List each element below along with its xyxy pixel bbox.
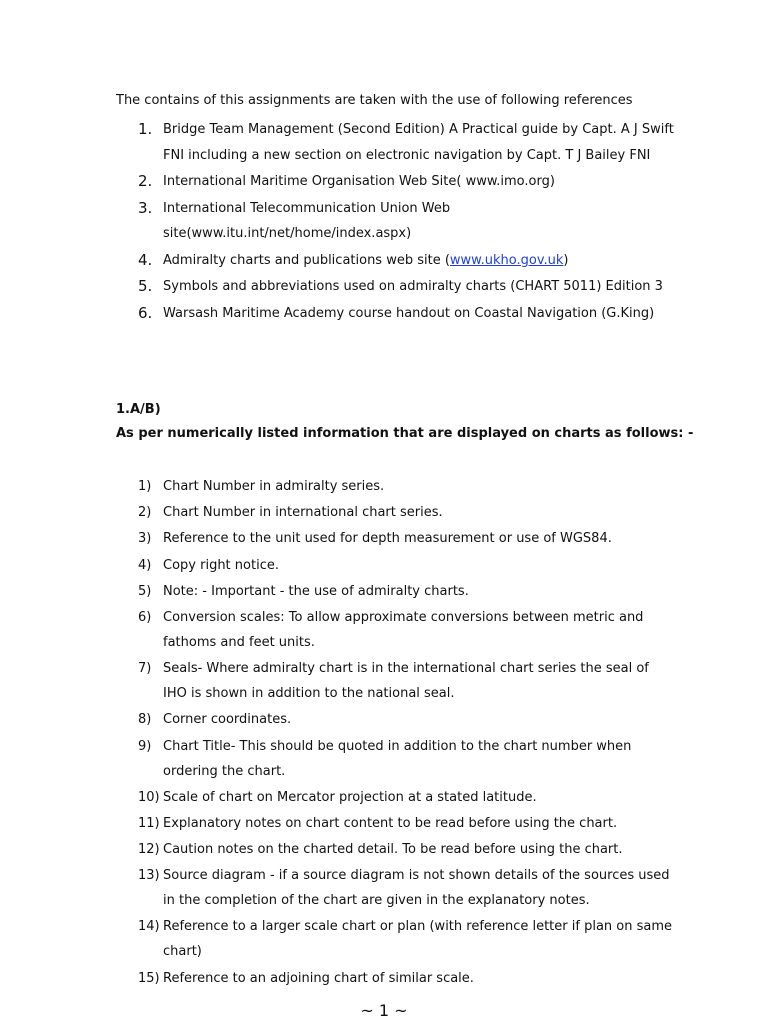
reference-number: 4.	[138, 250, 153, 269]
chart-info-item	[116, 837, 676, 862]
item-number: 11)	[138, 815, 160, 831]
item-text: Reference to an adjoining chart of similar scale.	[163, 970, 474, 986]
chart-info-item	[116, 500, 676, 525]
chart-info-item	[116, 863, 676, 913]
chart-info-item	[116, 656, 676, 706]
reference-item	[116, 117, 676, 168]
item-number: 8)	[138, 712, 152, 728]
item-text: Reference to the unit used for depth measurement or use of WGS84.	[163, 531, 612, 547]
chart-info-list	[116, 474, 676, 992]
item-text: Seals- Where admiralty chart is in the international chart series the seal of IHO is shown in addition to the national seal.	[163, 661, 649, 702]
reference-number: 3.	[138, 198, 153, 217]
item-number: 9)	[138, 738, 152, 754]
ukho-website-link[interactable]: www.ukho.gov.uk	[449, 252, 564, 268]
chart-info-item	[116, 966, 676, 991]
item-text: Chart Title- This should be quoted in addition to the chart number when ordering the chart.	[163, 738, 632, 779]
item-text: Caution notes on the charted detail. To be read before using the chart.	[163, 842, 623, 858]
item-text: Reference to a larger scale chart or plan (with reference letter if plan on same chart)	[163, 919, 673, 960]
item-number: 14)	[138, 919, 160, 935]
chart-info-item	[116, 553, 676, 578]
item-number: 2)	[138, 505, 152, 521]
item-number: 4)	[138, 557, 152, 573]
reference-number: 2.	[138, 172, 153, 190]
chart-info-item	[116, 734, 676, 784]
item-number: 10)	[138, 789, 160, 805]
section-label: 1.A/B)	[116, 402, 161, 417]
intro-text: The contains of this assignments are taken with the use of following references	[116, 93, 633, 108]
chart-info-item	[116, 811, 676, 836]
section-heading: As per numerically listed information that are displayed on charts as follows: -	[116, 426, 694, 441]
reference-item	[116, 274, 676, 300]
item-number: 1)	[138, 479, 152, 494]
reference-text: International Maritime Organisation Web Site( www.imo.org)	[163, 174, 555, 189]
item-number: 5)	[138, 583, 152, 599]
reference-item	[116, 248, 676, 274]
item-text: Note: - Important - the use of admiralty charts.	[163, 583, 469, 599]
reference-text: Symbols and abbreviations used on admiralty charts (CHART 5011) Edition 3	[163, 279, 663, 294]
item-number: 7)	[138, 661, 152, 677]
chart-info-item	[116, 579, 676, 604]
item-number: 6)	[138, 609, 152, 625]
reference-text: International Telecommunication Union Web site(www.itu.int/net/home/index.aspx)	[163, 200, 451, 241]
reference-text: Bridge Team Management (Second Edition) A Practical guide by Capt. A J Swift FNI including a new section on electronic navigation by Capt. T J Bailey FNI	[163, 122, 674, 163]
reference-item	[116, 169, 676, 195]
item-text: Explanatory notes on chart content to be read before using the chart.	[163, 815, 618, 831]
reference-text-before: Admiralty charts and publications web site (	[163, 252, 450, 268]
reference-item	[116, 196, 676, 247]
reference-number: 1.	[138, 120, 153, 138]
chart-info-item	[116, 474, 676, 499]
item-number: 15)	[138, 970, 160, 986]
chart-info-item	[116, 526, 676, 551]
reference-item	[116, 301, 676, 327]
item-text: Scale of chart on Mercator projection at a stated latitude.	[163, 789, 537, 805]
item-number: 3)	[138, 531, 152, 547]
reference-text: Warsash Maritime Academy course handout on Coastal Navigation (G.King)	[163, 305, 655, 321]
reference-number: 6.	[138, 303, 153, 322]
item-number: 13)	[138, 868, 160, 884]
item-number: 12)	[138, 842, 160, 858]
chart-info-item	[116, 785, 676, 810]
chart-info-item	[116, 707, 676, 732]
item-text: Copy right notice.	[163, 557, 279, 573]
page-number: ~ 1 ~	[360, 1001, 408, 1020]
item-text: Chart Number in admiralty series.	[163, 479, 385, 494]
reference-list	[116, 117, 676, 327]
reference-text	[163, 248, 676, 274]
chart-info-item	[116, 605, 676, 655]
item-text: Conversion scales: To allow approximate conversions between metric and fathoms and feet units.	[163, 609, 644, 650]
reference-text-after: )	[563, 252, 569, 268]
item-text: Corner coordinates.	[163, 712, 292, 728]
reference-number: 5.	[138, 277, 153, 295]
item-text: Source diagram - if a source diagram is not shown details of the sources used in the completion of the chart are given in the explanatory notes.	[163, 868, 670, 909]
chart-info-item	[116, 914, 676, 964]
item-text: Chart Number in international chart series.	[163, 505, 443, 521]
